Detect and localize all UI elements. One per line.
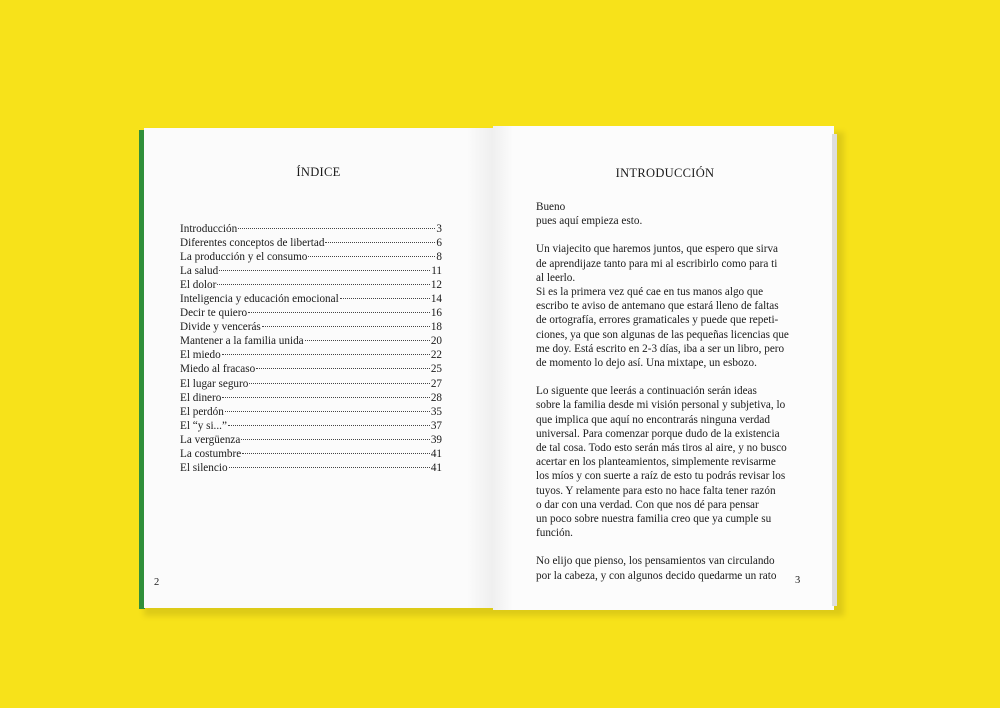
toc-entry-title: Divide y vencerás [180, 321, 261, 334]
toc-entry-title: El lugar seguro [180, 377, 249, 390]
toc-entry-title: La producción y el consumo [180, 251, 308, 264]
toc-leader-dots [340, 298, 430, 299]
text-line: escribo te aviso de antemano que estará lleno de faltas [536, 300, 779, 313]
right-page-number: 3 [795, 575, 801, 586]
toc-entry [180, 433, 442, 447]
table-of-contents [180, 222, 442, 475]
toc-entry-title: El “y si...” [180, 419, 227, 432]
toc-leader-dots [248, 312, 430, 313]
toc-entry-title: Mantener a la familia unida [180, 335, 304, 348]
paragraph-gap [536, 540, 798, 554]
text-line: o dar con una verdad. Con que nos dé para pensar [536, 498, 759, 511]
text-line: de momento lo dejo así. Una mixtape, un esbozo. [536, 357, 757, 370]
toc-entry-page: 25 [430, 363, 442, 376]
toc-leader-dots [229, 467, 430, 468]
toc-leader-dots [305, 340, 430, 341]
text-line: universal. Para comenzar porque dudo de la existencia [536, 427, 780, 440]
toc-leader-dots [308, 256, 435, 257]
toc-entry [180, 362, 442, 376]
toc-entry-page: 12 [430, 279, 442, 292]
toc-entry [180, 306, 442, 320]
text-line: Bueno [536, 201, 566, 213]
toc-entry-page: 3 [436, 223, 442, 235]
toc-entry-title: El miedo [180, 349, 221, 362]
toc-entry [180, 320, 442, 334]
toc-leader-dots [249, 383, 429, 384]
toc-entry [180, 405, 442, 419]
toc-leader-dots [225, 411, 430, 412]
toc-entry [180, 334, 442, 348]
text-line: los míos y con suerte a raíz de esto tu podrás revisar los [536, 470, 786, 483]
toc-entry-title: El dinero [180, 391, 222, 404]
toc-entry-page: 14 [430, 293, 442, 306]
toc-entry-page: 6 [436, 237, 442, 250]
paragraph-gap [536, 228, 798, 242]
toc-entry-page: 37 [430, 419, 442, 432]
toc-entry [180, 461, 442, 475]
introduction-heading: INTRODUCCIÓN [615, 166, 715, 180]
toc-entry [180, 250, 442, 264]
toc-entry-title: Inteligencia y educación emocional [180, 293, 339, 306]
text-line: Lo siguente que leerás a continuación serán ideas [536, 385, 757, 398]
introduction-text [536, 200, 798, 583]
text-line: de aprendijaze tanto para mi al escribirlo como para ti [536, 257, 778, 270]
page-stack-edge [832, 134, 837, 606]
toc-entry [180, 292, 442, 306]
text-line: función. [536, 527, 573, 540]
toc-leader-dots [242, 453, 430, 454]
text-line: pues aquí empieza esto. [536, 215, 643, 228]
toc-leader-dots [222, 397, 429, 398]
text-line: No elijo que pienso, los pensamientos van circulando [536, 555, 775, 568]
toc-leader-dots [262, 326, 430, 327]
toc-entry-title: La vergüenza [180, 433, 241, 446]
toc-entry-title: El dolor [180, 279, 217, 292]
toc-entry-page: 41 [430, 461, 442, 474]
paragraph-gap [536, 370, 798, 384]
toc-entry-page: 8 [436, 251, 442, 264]
toc-entry-page: 35 [430, 405, 442, 418]
text-line: tuyos. Y relamente para esto no hace falta tener razón [536, 484, 776, 497]
toc-leader-dots [219, 270, 430, 271]
toc-entry [180, 391, 442, 405]
toc-entry-page: 16 [430, 307, 442, 320]
toc-leader-dots [217, 284, 429, 285]
toc-entry [180, 447, 442, 461]
index-heading: ÍNDICE [296, 165, 341, 179]
toc-leader-dots [325, 242, 435, 243]
toc-entry-title: La salud [180, 265, 219, 278]
left-page-number: 2 [154, 577, 160, 588]
toc-entry [180, 419, 442, 433]
text-line: Si es la primera vez qué cae en tus manos algo que [536, 286, 764, 299]
toc-entry-title: La costumbre [180, 447, 242, 460]
toc-entry-title: Introducción [180, 223, 238, 235]
text-line: acertar en los planteamientos, simplemente revisarme [536, 456, 776, 469]
toc-entry-title: El silencio [180, 461, 228, 474]
text-line: ciones, ya que son algunas de las pequeñas licencias que [536, 328, 789, 341]
toc-entry [180, 278, 442, 292]
toc-entry-title: Miedo al fracaso [180, 363, 256, 376]
toc-entry-page: 27 [430, 377, 442, 390]
toc-entry-title: Diferentes conceptos de libertad [180, 237, 325, 250]
toc-entry-page: 22 [430, 349, 442, 362]
text-line: un poco sobre nuestra familia creo que ya cumple su [536, 513, 772, 526]
toc-entry-page: 11 [431, 265, 442, 278]
toc-entry-title: Decir te quiero [180, 307, 248, 320]
text-line: al leerlo. [536, 271, 576, 284]
text-line: por la cabeza, y con algunos decido quedarme un rato [536, 569, 777, 582]
toc-entry [180, 236, 442, 250]
toc-entry-page: 41 [430, 447, 442, 460]
text-line: Un viajecito que haremos juntos, que espero que sirva [536, 243, 779, 256]
toc-entry [180, 264, 442, 278]
text-line: me doy. Está escrito en 2-3 días, iba a ser un libro, pero [536, 342, 785, 355]
text-line: de tal cosa. Todo esto serán más tiros al aire, y no busco [536, 442, 787, 455]
text-line: de ortografía, errores gramaticales y puede que repeti- [536, 314, 779, 327]
toc-leader-dots [228, 425, 430, 426]
toc-entry [180, 377, 442, 391]
toc-entry-title: El perdón [180, 405, 224, 418]
toc-leader-dots [241, 439, 429, 440]
toc-leader-dots [222, 354, 430, 355]
toc-entry-page: 39 [430, 433, 442, 446]
toc-entry [180, 348, 442, 362]
toc-entry [180, 222, 442, 236]
text-line: sobre la familia desde mi visión personal y subjetiva, lo [536, 399, 786, 412]
toc-leader-dots [256, 368, 430, 369]
text-line: que implica que aquí no encontrarás ninguna verdad [536, 413, 770, 426]
toc-entry-page: 18 [430, 321, 442, 334]
toc-entry-page: 20 [430, 335, 442, 348]
toc-entry-page: 28 [430, 391, 442, 404]
toc-leader-dots [238, 228, 435, 229]
